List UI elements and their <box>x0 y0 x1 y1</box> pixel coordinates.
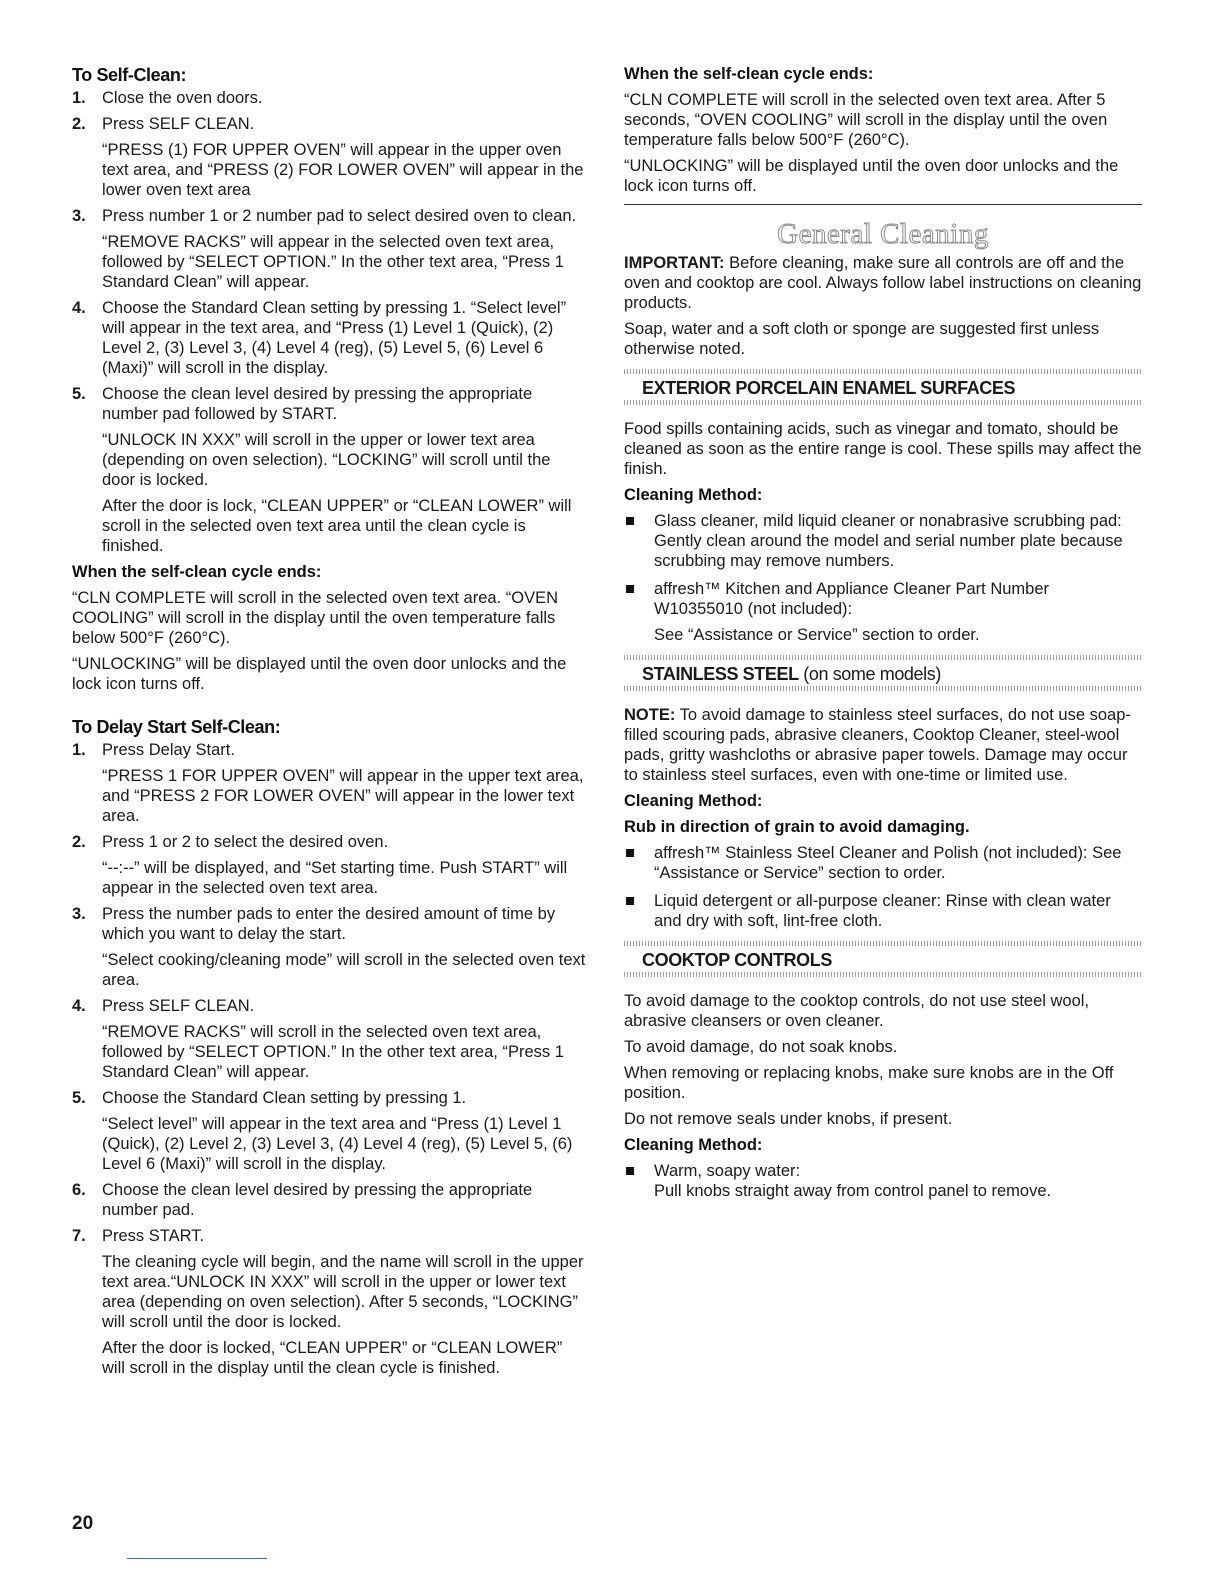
stainless-heading-text: STAINLESS STEEL <box>642 664 799 684</box>
step-item <box>72 384 588 556</box>
step-number: 7. <box>72 1227 86 1245</box>
stainless-rub-label: Rub in direction of grain to avoid damaging. <box>624 818 970 836</box>
delay-start-heading: To Delay Start Self-Clean: <box>72 717 281 737</box>
step-text: Press number 1 or 2 number pad to select desired oven to clean. <box>102 207 577 225</box>
cooktop-para: When removing or replacing knobs, make sure knobs are in the Off position. <box>624 1064 1114 1102</box>
step-text: Choose the Standard Clean setting by pressing 1. <box>102 1089 467 1107</box>
step-detail: “Select level” will appear in the text area and “Press (1) Level 1 (Quick), (2) Level 2, (3) Level 3, (4) Level 4 (reg), (5) Level 5, (6) Level 6 (Maxi)” will scroll in the display. <box>102 1115 573 1173</box>
step-text: Press the number pads to enter the desired amount of time by which you want to delay the start. <box>102 905 556 943</box>
step-detail: After the door is lock, “CLEAN UPPER” or “CLEAN LOWER” will scroll in the selected oven text area until the clean cycle is finished. <box>102 497 572 555</box>
important-label: IMPORTANT: <box>624 254 725 272</box>
step-text: Press 1 or 2 to select the desired oven. <box>102 833 389 851</box>
cooktop-method-label: Cleaning Method: <box>624 1136 763 1154</box>
stainless-steel-heading <box>624 655 1142 691</box>
step-number: 3. <box>72 207 86 225</box>
unlocking-para: “UNLOCKING” will be displayed until the oven door unlocks and the lock icon turns off. <box>72 655 567 693</box>
list-item: Glass cleaner, mild liquid cleaner or nonabrasive scrubbing pad: Gently clean around the model and serial number plate because scrubbing may remove numbers. <box>624 511 1142 571</box>
delay-start-steps <box>72 740 588 1378</box>
self-clean-steps <box>72 88 588 556</box>
left-column <box>72 64 588 1384</box>
step-number: 2. <box>72 833 86 851</box>
bullet-sub-text: Pull knobs straight away from control panel to remove. <box>654 1182 1052 1200</box>
note-label: NOTE: <box>624 706 676 724</box>
exterior-method-label: Cleaning Method: <box>624 486 763 504</box>
cooktop-bullets <box>624 1161 1142 1201</box>
exterior-porcelain-heading <box>624 369 1142 405</box>
exterior-bullets <box>624 511 1142 645</box>
step-number: 5. <box>72 385 86 403</box>
bullet-square-icon <box>626 849 634 857</box>
stainless-bullets <box>624 843 1142 931</box>
list-item: affresh™ Stainless Steel Cleaner and Polish (not included): See “Assistance or Service” section to order. <box>624 843 1142 883</box>
important-note <box>624 253 1142 313</box>
step-item <box>72 832 588 898</box>
footer-rule <box>127 1558 267 1559</box>
step-text: Choose the clean level desired by pressing the appropriate number pad followed by START. <box>102 385 533 423</box>
step-detail: After the door is locked, “CLEAN UPPER” or “CLEAN LOWER” will scroll in the display until the clean cycle is finished. <box>102 1339 563 1377</box>
cooktop-para: To avoid damage to the cooktop controls, do not use steel wool, abrasive cleansers or oven cleaner. <box>624 992 1090 1030</box>
general-cleaning-title: General Cleaning <box>777 218 989 250</box>
cooktop-para: To avoid damage, do not soak knobs. <box>624 1038 898 1056</box>
step-number: 2. <box>72 115 86 133</box>
stainless-method-label: Cleaning Method: <box>624 792 763 810</box>
step-detail: “PRESS (1) FOR UPPER OVEN” will appear in the upper oven text area, and “PRESS (2) FOR LOWER OVEN” will appear in the lower oven text area <box>102 141 584 199</box>
stainless-note <box>624 705 1142 785</box>
step-item <box>72 904 588 990</box>
self-clean-heading: To Self-Clean: <box>72 65 187 85</box>
section-divider <box>624 204 1142 205</box>
step-detail: “--:--” will be displayed, and “Set starting time. Push START” will appear in the selected oven text area. <box>102 859 568 897</box>
step-item <box>72 1180 588 1220</box>
step-text: Press SELF CLEAN. <box>102 997 255 1015</box>
step-text: Press Delay Start. <box>102 741 235 759</box>
bullet-square-icon <box>626 897 634 905</box>
step-number: 1. <box>72 741 86 759</box>
list-item: Liquid detergent or all-purpose cleaner: Rinse with clean water and dry with soft, lint-free cloth. <box>624 891 1142 931</box>
step-item <box>72 740 588 826</box>
exterior-heading-text: EXTERIOR PORCELAIN ENAMEL SURFACES <box>642 378 1016 398</box>
step-item <box>72 206 588 292</box>
step-text: Press SELF CLEAN. <box>102 115 255 133</box>
cooktop-heading-text: COOKTOP CONTROLS <box>642 950 832 970</box>
step-number: 5. <box>72 1089 86 1107</box>
cycle-ends-para: “CLN COMPLETE will scroll in the selected oven text area. After 5 seconds, “OVEN COOLING” will scroll in the display until the oven temperature falls below 500°F (260°C). <box>624 91 1108 149</box>
step-number: 6. <box>72 1181 86 1199</box>
step-detail: “UNLOCK IN XXX” will scroll in the upper or lower text area (depending on oven selection). “LOCKING” will scroll until the door is locked. <box>102 431 551 489</box>
step-text: Choose the clean level desired by pressing the appropriate number pad. <box>102 1181 533 1219</box>
cycle-ends-heading-right: When the self-clean cycle ends: <box>624 65 874 83</box>
cycle-ends-para: “CLN COMPLETE will scroll in the selected oven text area. “OVEN COOLING” will scroll in the display until the oven temperature falls below 500°F (260°C). <box>72 589 559 647</box>
step-text: Choose the Standard Clean setting by pressing 1. “Select level” will appear in the text area, and “Press (1) Level 1 (Quick), (2) Level 2, (3) Level 3, (4) Level 4 (reg), (5) Level 5, (6) Level 6 (Maxi)” will scroll in the display. <box>102 299 567 377</box>
step-number: 4. <box>72 997 86 1015</box>
step-item <box>72 996 588 1082</box>
note-text: To avoid damage to stainless steel surfaces, do not use soap-filled scouring pads, abrasive cleaners, Cooktop Cleaner, steel-wool pads, gritty washcloths or abrasive paper towels. Damage may occur to stainless steel surfaces, even with one-time or limited use. <box>624 706 1131 784</box>
step-detail: “REMOVE RACKS” will appear in the selected oven text area, followed by “SELECT OPTION.” In the other text area, “Press 1 Standard Clean” will appear. <box>102 233 564 291</box>
bullet-sub-text: See “Assistance or Service” section to order. <box>654 626 980 644</box>
cooktop-para: Do not remove seals under knobs, if present. <box>624 1110 953 1128</box>
step-item <box>72 88 588 108</box>
step-item <box>72 1226 588 1378</box>
cooktop-controls-heading <box>624 941 1142 977</box>
page-number: 20 <box>72 1513 94 1534</box>
step-item <box>72 298 588 378</box>
step-item <box>72 1088 588 1174</box>
list-item: affresh™ Kitchen and Appliance Cleaner Part Number W10355010 (not included): See “Assistance or Service” section to order. <box>624 579 1142 645</box>
bullet-square-icon <box>626 517 634 525</box>
step-detail: “REMOVE RACKS” will scroll in the selected oven text area, followed by “SELECT OPTION.” In the other text area, “Press 1 Standard Clean” will appear. <box>102 1023 564 1081</box>
bullet-square-icon <box>626 1167 634 1175</box>
step-text: Press START. <box>102 1227 205 1245</box>
right-column <box>624 64 1142 1209</box>
step-number: 1. <box>72 89 86 107</box>
step-detail: “PRESS 1 FOR UPPER OVEN” will appear in the upper text area, and “PRESS 2 FOR LOWER OVEN” will appear in the lower text area. <box>102 767 584 825</box>
step-item <box>72 114 588 200</box>
important-text: Before cleaning, make sure all controls are off and the oven and cooktop are cool. Always follow label instructions on cleaning products. <box>624 254 1142 312</box>
list-item: Warm, soapy water: Pull knobs straight away from control panel to remove. <box>624 1161 1142 1201</box>
step-detail: The cleaning cycle will begin, and the name will scroll in the upper text area.“UNLOCK IN XXX” will scroll in the upper or lower text area (depending on oven selection). After 5 seconds, “LOCKING” will scroll until the door is locked. <box>102 1253 584 1331</box>
step-detail: “Select cooking/cleaning mode” will scroll in the selected oven text area. <box>102 951 586 989</box>
step-number: 4. <box>72 299 86 317</box>
exterior-intro: Food spills containing acids, such as vinegar and tomato, should be cleaned as soon as the entire range is cool. These spills may affect the finish. <box>624 420 1142 478</box>
step-text: Close the oven doors. <box>102 89 263 107</box>
bullet-square-icon <box>626 585 634 593</box>
unlocking-para: “UNLOCKING” will be displayed until the oven door unlocks and the lock icon turns off. <box>624 157 1119 195</box>
cycle-ends-heading-left: When the self-clean cycle ends: <box>72 563 322 581</box>
step-number: 3. <box>72 905 86 923</box>
stainless-heading-suffix: (on some models) <box>798 664 941 684</box>
soap-note: Soap, water and a soft cloth or sponge are suggested first unless otherwise noted. <box>624 320 1100 358</box>
